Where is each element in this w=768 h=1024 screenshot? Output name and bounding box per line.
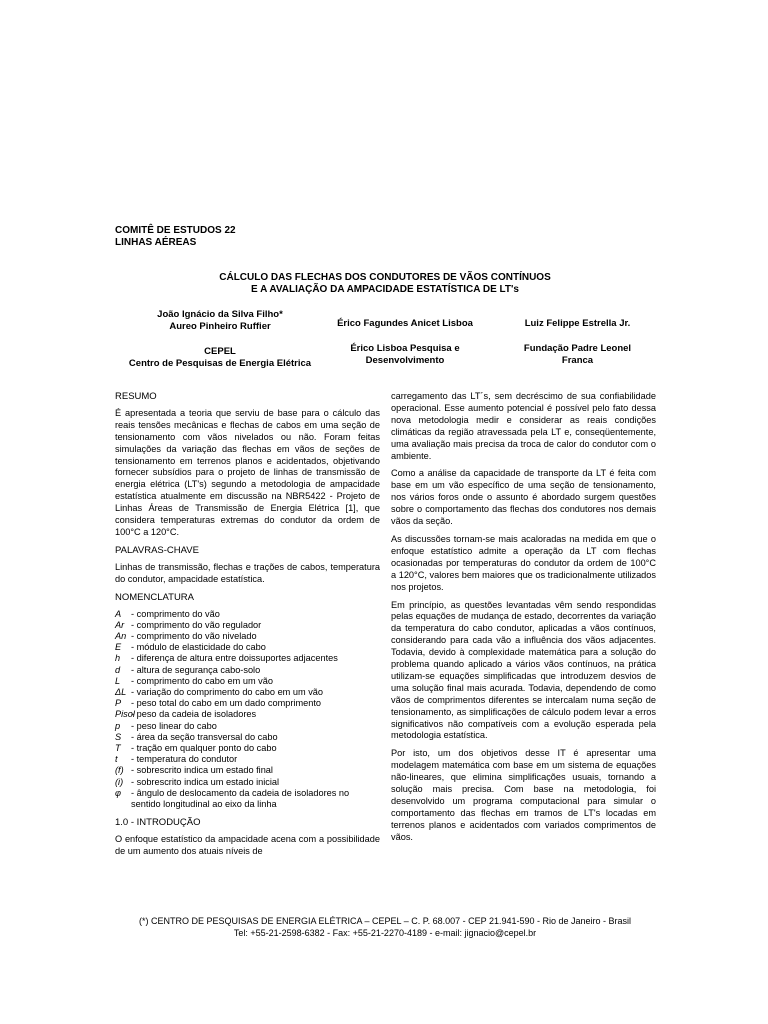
nomenclature-item [115,609,380,620]
nomenclature-description: - peso linear do cabo [131,720,217,731]
paragraph-5: Por isto, um dos objetivos desse IT é apresentar uma modelagem matemática com base em um sistema de equações não-lineares, que elimina simplificações usuais, tornando a solução mais precisa. Com base na metodologia, foi desenvolvido um programa computacional para simular o comportamento das flechas em tramos de LT's locadas em terrenos planos e acidentados com variados comprimentos de vãos. [391,748,656,842]
nomenclature-description: - área da seção transversal do cabo [131,731,278,742]
nomenclature-symbol: (i) [115,776,124,787]
title-line-1: CÁLCULO DAS FLECHAS DOS CONDUTORES DE VÃOS CONTÍNUOS [219,272,551,283]
nomenclature-description: - ângulo de deslocamento da cadeia de isoladores no [131,787,350,798]
nomenclature-description: - peso total do cabo em um dado comprimento [131,698,321,709]
nomenclature-symbol: An [115,630,127,641]
intro-text: O enfoque estatístico da ampacidade acena com a possibilidade de um aumento dos atuais níveis de [115,834,380,856]
nomenclature-description: - peso da cadeia de isoladores [131,709,257,720]
footer-contact: Tel: +55-21-2598-6382 - Fax: +55-21-2270-4189 - e-mail: jignacio@cepel.br [233,927,537,938]
author-1: João Ignácio da Silva Filho* [157,309,283,320]
nomenclature-description: - diferença de altura entre doissuportes adjacentes [131,653,338,664]
footer-address: (*) CENTRO DE PESQUISAS DE ENERGIA ELÉTRICA – CEPEL – C. P. 68.007 - CEP 21.941-590 - Rio de Janeiro - Brasil [138,916,632,926]
paragraph-1: carregamento das LT´s, sem decréscimo de sua confiabilidade operacional. Esse aumento potencial é possível pelo fato dessa nova metodologia medir e considerar as reais condições climáticas da região atravessada pela LT e, conseqüentemente, uma avaliação mais precisa da troca de calor do condutor com o ambiente. [391,391,656,461]
nomenclature-symbol: L [115,675,121,686]
nomenclature-symbol: t [115,754,118,765]
nomenclature-item [115,687,380,698]
nomenclature-item [115,642,380,653]
affiliation-col-1 [115,346,325,370]
nomenclature-description: - temperatura do condutor [131,754,238,765]
nomenclature-item [115,721,380,732]
affiliation-1-full: Centro de Pesquisas de Energia Elétrica [128,358,312,369]
affiliation-3-line-2: Franca [561,355,594,366]
nomenclature-symbol: h [115,653,121,664]
author-col-1 [115,309,325,333]
committee-name: COMITÊ DE ESTUDOS 22 [115,225,236,236]
affiliation-2-line-1: Érico Lisboa Pesquisa e [350,343,460,354]
nomenclature-description: - tração em qualquer ponto do cabo [131,742,277,753]
nomenclature-item [115,620,380,631]
nomenclature-description: - sobrescrito indica um estado inicial [131,776,280,787]
nomenclature-symbol: P [115,698,122,709]
nomenclature-description: - comprimento do vão regulador [131,619,262,630]
nomenclature-description: - comprimento do cabo em um vão [131,675,273,686]
keywords-text: Linhas de transmissão, flechas e trações de cabos, temperatura do condutor, ampacidade estatística. [115,561,380,584]
nomenclature-item [115,788,380,799]
nomenclature-continuation: sentido longitudinal ao eixo da linha [131,798,277,809]
committee-header [115,225,236,249]
paper-title [115,272,655,296]
nomenclature-item [115,732,380,743]
nomenclature-symbol: E [115,642,122,653]
nomenclature-item [115,665,380,676]
nomenclature-symbol: A [115,608,122,619]
nomenclature-description: - módulo de elasticidade do cabo [131,642,266,653]
affiliation-3-line-1: Fundação Padre Leonel [523,343,632,354]
nomenclature-symbol: φ [115,787,121,798]
keywords-heading: PALAVRAS-CHAVE [115,544,199,556]
nomenclature-symbol: Pisol [115,709,135,720]
nomenclature-item [115,698,380,709]
nomenclature-item [115,676,380,687]
nomenclature-symbol: T [115,742,121,753]
affiliation-1-short: CEPEL [204,346,236,357]
nomenclature-item [115,653,380,664]
nomenclature-item [115,765,380,776]
nomenclature-description: - comprimento do vão nivelado [131,630,257,641]
nomenclature-description: - comprimento do vão [131,608,220,619]
author-4: Luiz Felippe Estrella Jr. [524,318,631,329]
title-line-2: E A AVALIAÇÃO DA AMPACIDADE ESTATÍSTICA DE LT's [251,284,519,295]
nomenclature-item [115,743,380,754]
author-col-3 [495,318,660,330]
right-column [391,391,656,850]
paragraph-4: Em princípio, as questões levantadas vêm sendo respondidas pelas equações de mudança de estado, decorrentes da variação da temperatura do cabo condutor, aplicadas a vãos contínuos, considerando para cada vão a influência dos vãos adjacentes. Todavia, devido à complexidade matemática para a solução do problema quando aplicado a vários vãos contínuos, na prática utilizam-se equações simplificadas que introduzem desvios de uma solução final mais acurada. Todavia, dependendo de como vãos de comprimentos diferentes se intercalam numa seção de tensionamento, as simplificações de cálculo podem levar a erros significativos não compatíveis com a evolução esperada pela metodologia estatística. [391,599,656,741]
left-column [115,391,380,864]
paragraph-3: As discussões tornam-se mais acaloradas na medida em que o enfoque estatístico admite a operação da LT com flechas ocasionadas por temperaturas do condutor da ordem de 100°C a 120°C, valores bem maiores que os tradicionalmente utilizados nos projetos. [391,533,656,592]
resumo-heading: RESUMO [115,391,157,402]
subcommittee-name: LINHAS AÉREAS [115,237,197,248]
affiliation-col-2 [320,343,490,367]
page-footer [110,916,660,939]
author-2: Aureo Pinheiro Ruffier [169,321,271,332]
nomenclature-symbol: p [115,720,121,731]
nomenclature-item [115,631,380,642]
affiliation-col-3 [495,343,660,367]
nomenclature-symbol: ΔL [115,686,127,697]
affiliation-2-line-2: Desenvolvimento [365,355,445,366]
nomenclature-item [115,754,380,765]
paragraph-2: Como a análise da capacidade de transporte da LT é feita com base em um vão específico de uma seção de tensionamento, nos vários foros onde o assunto é abordado surgem questões sobre o comportamento das flechas dos condutores nos demais vãos da seção. [391,468,656,527]
author-col-2 [320,318,490,330]
intro-heading: 1.0 - INTRODUÇÃO [115,817,201,829]
nomenclature-description: - sobrescrito indica um estado final [131,765,273,776]
nomenclature-item [115,709,380,720]
resumo-text: É apresentada a teoria que serviu de base para o cálculo das reais tensões mecânicas e flechas de cabos em uma seção de tensionamento com vãos nivelados ou não. Foram feitas simulações da variação das flechas em vãos de seções de tensionamento em terrenos planos e acidentados, objetivando fornecer subsídios para o projeto de linhas de transmissão de energia elétrica (LT's) segundo a metodologia de ampacidade estatística atualmente em discussão na NBR5422 - Projeto de Linhas Áreas de Transmissão de Energia Elétrica [1], que considera temperaturas extremas do condutor da ordem de 100°C a 120°C. [115,407,380,537]
nomenclature-symbol: S [115,731,122,742]
nomenclature-symbol: Ar [115,619,125,630]
author-3: Érico Fagundes Anicet Lisboa [337,318,473,329]
nomenclature-heading: NOMENCLATURA [115,591,194,603]
nomenclature-item [115,777,380,788]
nomenclature-description: - altura de segurança cabo-solo [131,664,261,675]
nomenclature-description: - variação do comprimento do cabo em um vão [131,686,324,697]
nomenclature-list [115,609,380,811]
nomenclature-symbol: (f) [115,765,124,776]
nomenclature-symbol: d [115,664,121,675]
